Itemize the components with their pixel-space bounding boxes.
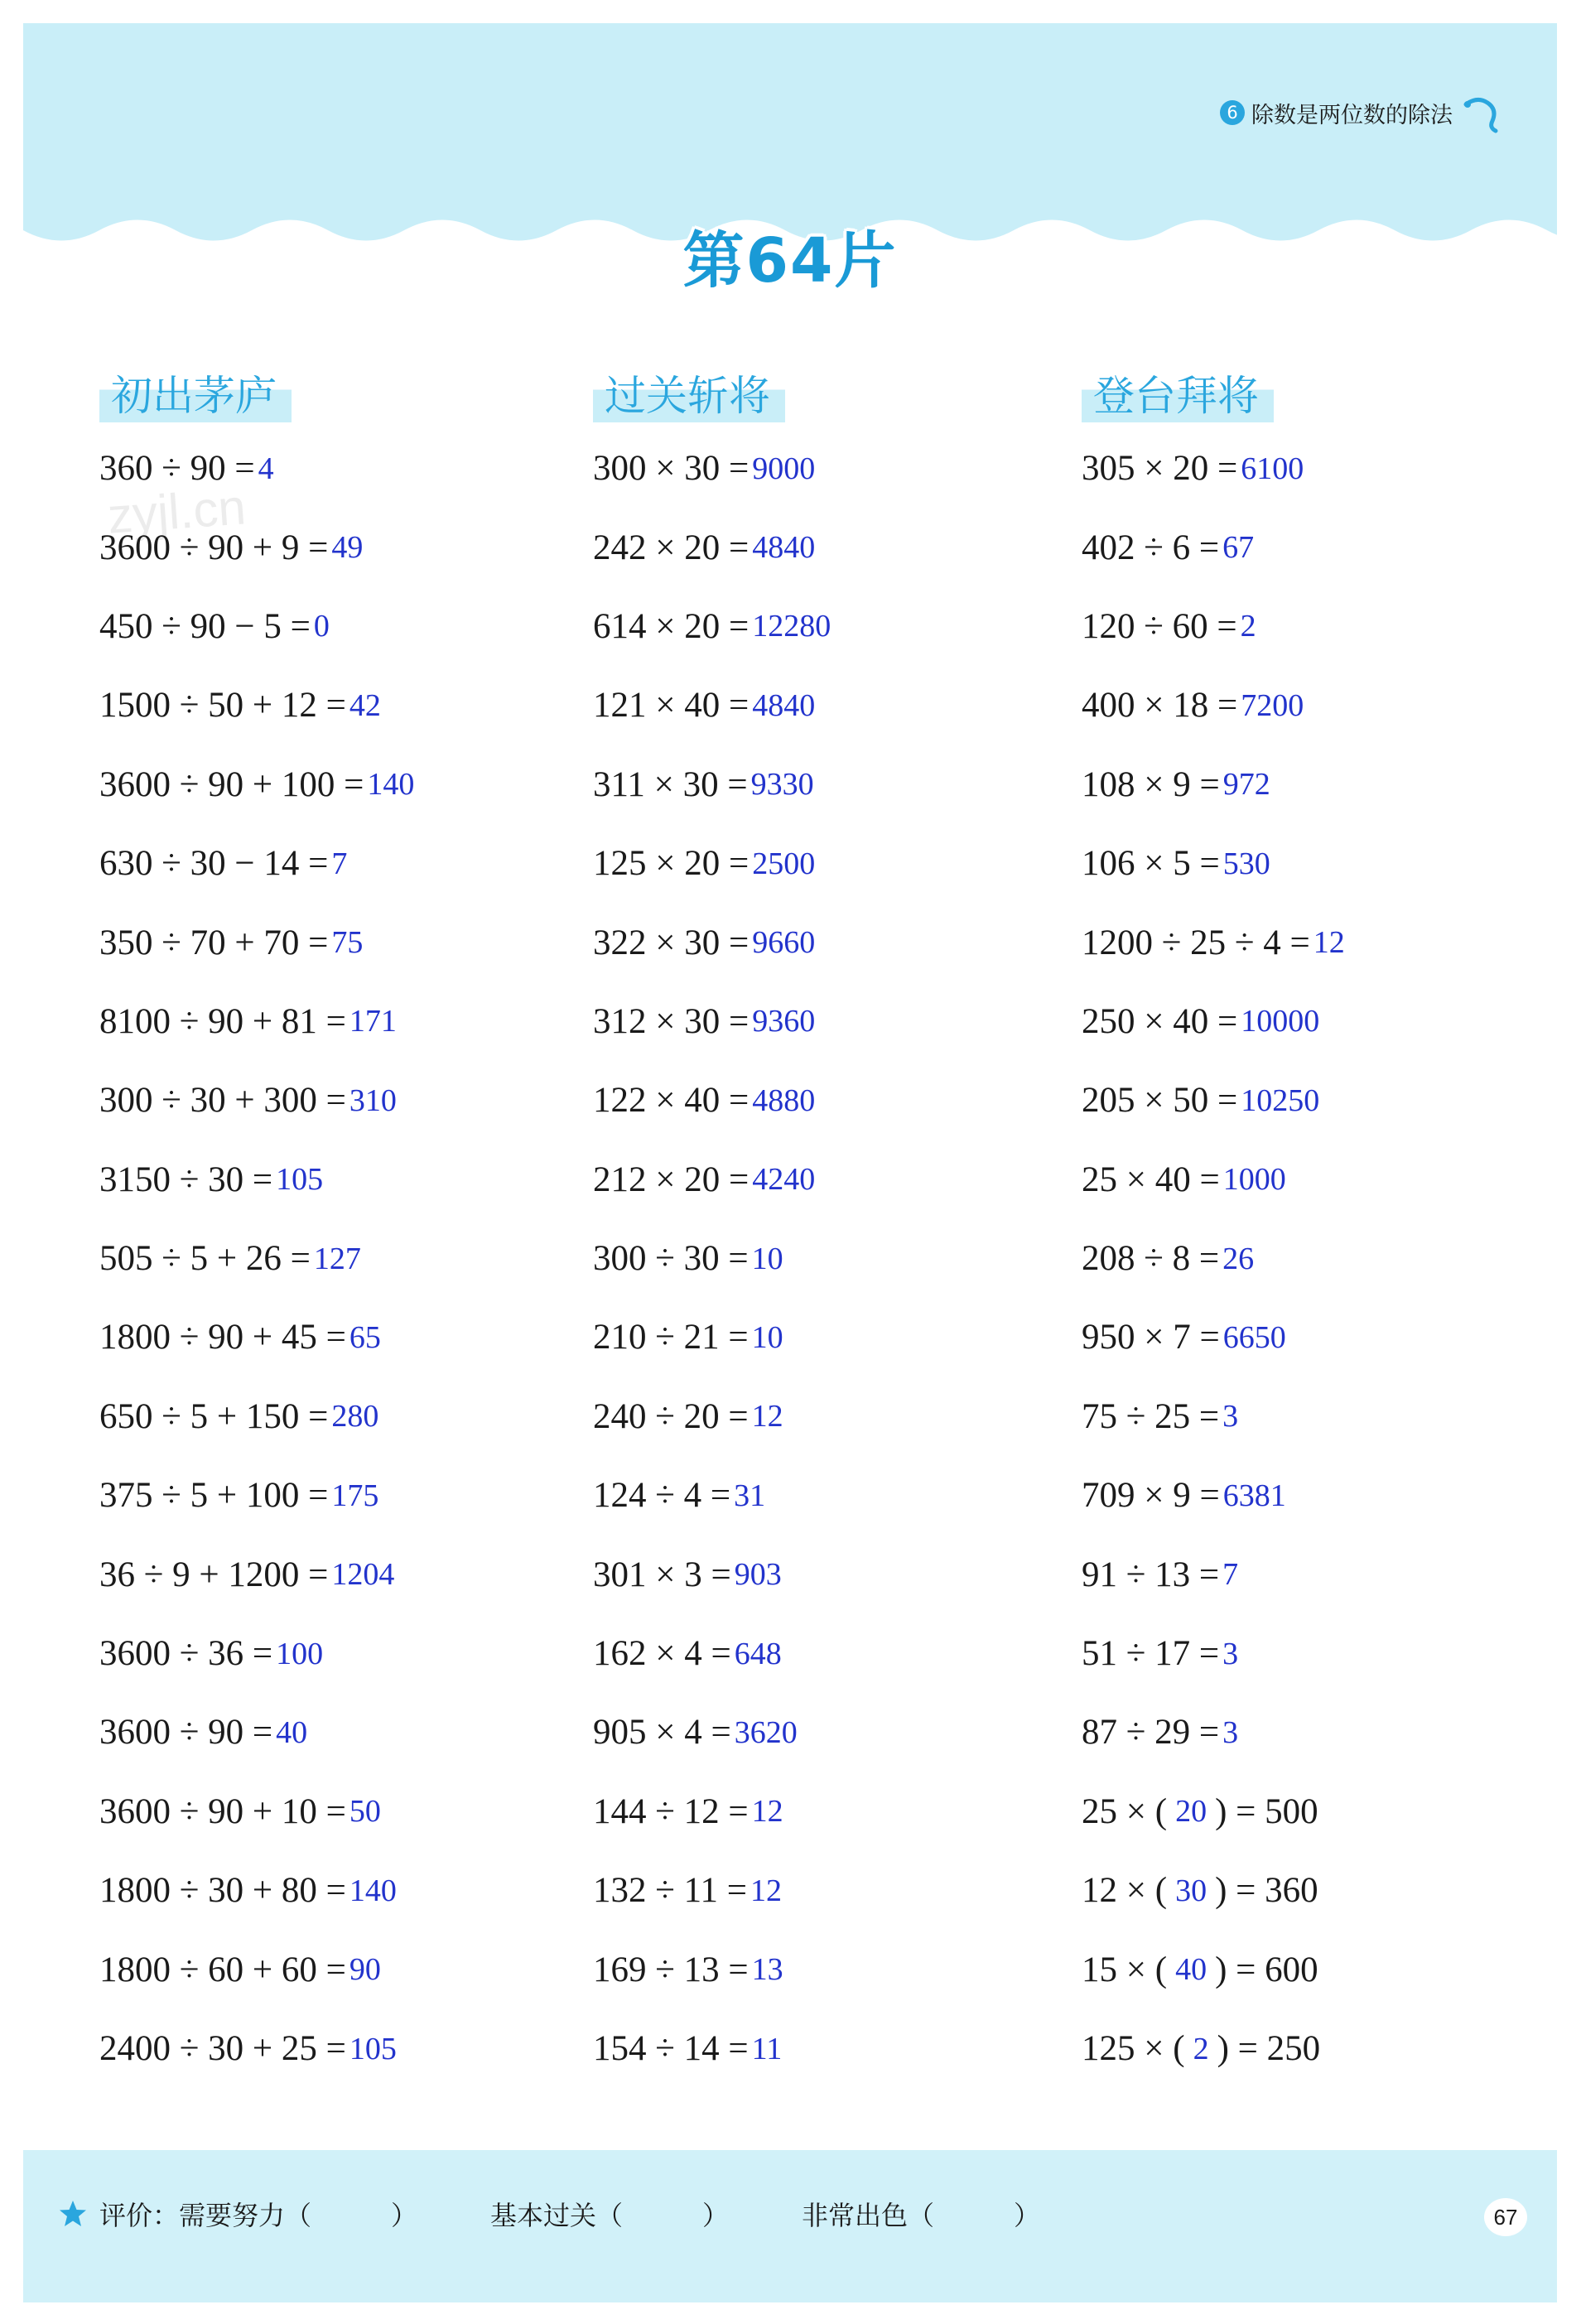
answer-field[interactable]: 105 [276,1162,324,1198]
answer-field[interactable]: 75 [331,925,364,961]
problem-expression: 3600 ÷ 90 = [99,1713,273,1753]
problem-row [1082,1614,1345,1693]
answer-field[interactable]: 30 [1175,1873,1207,1908]
problem-expression: 12 × ( [1082,1871,1168,1911]
problem-expression: 360 ÷ 90 = [99,449,255,489]
answer-field[interactable]: 310 [349,1082,397,1118]
answer-field[interactable]: 12 [750,1873,783,1908]
answer-field[interactable]: 140 [367,767,415,803]
problem-expression: 312 × 30 = [593,1001,750,1041]
problem-expression: 950 × 7 = [1082,1318,1220,1357]
column-heading: 初出茅庐 [99,363,292,422]
problem-row [99,1061,414,1140]
answer-field[interactable]: 4 [258,451,274,486]
answer-field[interactable]: 105 [349,2031,397,2066]
problem-expression: 1800 ÷ 30 + 80 = [99,1871,346,1911]
problem-row [593,903,831,981]
problem-row [1082,903,1345,981]
problem-row [1082,1140,1345,1219]
problem-expression: 300 ÷ 30 = [593,1239,749,1279]
problem-suffix: ) = 250 [1217,2029,1321,2068]
answer-field[interactable]: 12 [751,1794,783,1830]
problem-row [99,2009,414,2088]
problem-row [593,1140,831,1219]
problem-expression: 120 ÷ 60 = [1082,606,1237,646]
answer-field[interactable]: 10250 [1241,1082,1320,1118]
answer-field[interactable]: 42 [349,687,381,723]
problem-expression: 250 × 40 = [1082,1001,1238,1041]
answer-field[interactable]: 127 [313,1241,361,1276]
problem-row [99,1535,414,1613]
column-intermediate [593,363,831,2088]
problem-expression: 1800 ÷ 60 + 60 = [99,1950,346,1989]
problem-row [1082,1535,1345,1613]
problem-row [99,1377,414,1456]
problem-expression: 1500 ÷ 50 + 12 = [99,686,346,726]
problem-expression: 169 ÷ 13 = [593,1950,749,1989]
problem-row [99,1298,414,1377]
problem-row [1082,508,1345,586]
problem-expression: 121 × 40 = [593,686,750,726]
problem-suffix: ) = 600 [1215,1950,1318,1989]
answer-field[interactable]: 65 [349,1319,381,1355]
answer-field[interactable]: 26 [1222,1241,1255,1276]
problem-row [99,1930,414,2008]
problem-expression: 3600 ÷ 90 + 9 = [99,528,329,567]
page-number: 67 [1484,2198,1527,2236]
problem-expression: 614 × 20 = [593,606,750,646]
answer-field[interactable]: 10 [751,1319,783,1355]
problem-row [593,1377,831,1456]
answer-field[interactable]: 7200 [1241,687,1304,723]
problem-row [1082,1693,1345,1772]
answer-field[interactable]: 6381 [1222,1478,1286,1513]
problem-expression: 36 ÷ 9 + 1200 = [99,1555,329,1594]
problem-row [99,745,414,824]
problem-list [1082,429,1345,2088]
problem-row [99,587,414,666]
column-heading: 登台拜将 [1082,363,1274,422]
chapter-title: 除数是两位数的除法 [1251,102,1453,128]
answer-field[interactable]: 3620 [734,1714,798,1750]
watermark: zyjl.cn [105,479,248,544]
problem-row [593,587,831,666]
chapter-number-badge: 6 [1220,100,1245,125]
problem-row [593,1219,831,1298]
problem-expression: 1800 ÷ 90 + 45 = [99,1318,346,1357]
answer-field[interactable]: 648 [734,1636,782,1671]
answer-field[interactable]: 9360 [752,1004,816,1039]
problem-row [593,1061,831,1140]
problem-row [99,1693,414,1772]
chapter-label [1220,89,1506,136]
evaluation-footer [23,2150,1557,2302]
answer-field[interactable]: 7 [1222,1557,1239,1593]
problem-expression: 106 × 5 = [1082,844,1220,884]
problem-expression: 240 ÷ 20 = [593,1396,749,1436]
problem-row [593,2009,831,2088]
problem-row [99,1140,414,1219]
answer-field[interactable]: 530 [1222,846,1270,881]
problem-expression: 122 × 40 = [593,1081,750,1121]
problem-expression: 91 ÷ 13 = [1082,1555,1220,1594]
problem-expression: 402 ÷ 6 = [1082,528,1220,567]
evaluation-row [58,2195,1113,2233]
problem-expression: 3150 ÷ 30 = [99,1160,273,1199]
fish-hook-icon [1459,89,1506,136]
problem-row [1082,587,1345,666]
problem-expression: 124 ÷ 4 = [593,1476,731,1516]
problem-row [99,824,414,903]
problem-row [1082,1219,1345,1298]
answer-field[interactable]: 12 [751,1399,783,1434]
problem-expression: 650 ÷ 5 + 150 = [99,1396,329,1436]
answer-field[interactable]: 7 [331,846,348,881]
answer-field[interactable]: 280 [331,1399,379,1434]
answer-field[interactable]: 3 [1222,1636,1239,1671]
problem-row [593,666,831,745]
problem-row [1082,1377,1345,1456]
problem-row [1082,1772,1345,1851]
problem-expression: 25 × 40 = [1082,1160,1220,1199]
answer-field[interactable]: 3 [1222,1399,1239,1434]
problem-row [593,508,831,586]
problem-expression: 125 × ( [1082,2029,1185,2068]
problem-expression: 242 × 20 = [593,528,750,567]
problem-expression: 3600 ÷ 90 + 100 = [99,764,364,804]
answer-field[interactable]: 2500 [752,846,816,881]
answer-field[interactable]: 49 [331,530,364,566]
problem-expression: 144 ÷ 12 = [593,1791,749,1831]
answer-field[interactable]: 3 [1222,1714,1239,1750]
problem-row [99,1614,414,1693]
answer-field[interactable]: 67 [1222,530,1255,566]
answer-field[interactable]: 13 [751,1952,783,1988]
problem-row [1082,1851,1345,1930]
problem-row [1082,824,1345,903]
problem-expression: 25 × ( [1082,1791,1168,1831]
column-beginner [99,363,414,2088]
answer-field[interactable]: 4840 [752,530,816,566]
problem-row [99,982,414,1061]
answer-field[interactable]: 9660 [752,925,816,961]
problem-expression: 87 ÷ 29 = [1082,1713,1220,1753]
answer-field[interactable]: 2 [1193,2031,1209,2066]
answer-field[interactable]: 11 [751,2031,783,2066]
answer-field[interactable]: 140 [349,1873,397,1908]
problem-row [593,1772,831,1851]
problem-row [1082,666,1345,745]
problem-expression: 154 ÷ 14 = [593,2029,749,2068]
problem-expression: 305 × 20 = [1082,449,1238,489]
problem-row [99,1219,414,1298]
problem-list [593,429,831,2088]
problem-expression: 15 × ( [1082,1950,1168,1989]
answer-field[interactable]: 6650 [1222,1319,1286,1355]
evaluation-pass[interactable]: 基本过关（ ） [490,2200,730,2231]
problem-expression: 709 × 9 = [1082,1476,1220,1516]
problem-row [593,1851,831,1930]
problem-expression: 51 ÷ 17 = [1082,1634,1220,1674]
problem-expression: 300 ÷ 30 + 300 = [99,1081,346,1121]
problem-row [99,1772,414,1851]
problem-row [99,903,414,981]
answer-field[interactable]: 12280 [752,609,831,644]
evaluation-label: 评价： [99,2200,180,2231]
problem-row [593,1298,831,1377]
answer-field[interactable]: 10 [751,1241,783,1276]
answer-field[interactable]: 175 [331,1478,379,1513]
problem-row [593,1930,831,2008]
answer-field[interactable]: 90 [349,1952,381,1988]
answer-field[interactable]: 4880 [752,1082,816,1118]
answer-field[interactable]: 1000 [1222,1162,1286,1198]
answer-field[interactable]: 10000 [1241,1004,1320,1039]
problem-expression: 208 ÷ 8 = [1082,1239,1220,1279]
problem-row [593,1456,831,1535]
problem-expression: 2400 ÷ 30 + 25 = [99,2029,346,2068]
evaluation-excellent[interactable]: 非常出色（ ） [802,2200,1041,2231]
workbook-page [23,23,1557,2302]
problem-expression: 3600 ÷ 90 + 10 = [99,1791,346,1831]
problem-expression: 162 × 4 = [593,1634,731,1674]
problem-row [1082,982,1345,1061]
problem-expression: 125 × 20 = [593,844,750,884]
problem-row [99,429,414,508]
problem-row [99,508,414,586]
problem-expression: 3600 ÷ 36 = [99,1634,273,1674]
answer-field[interactable]: 20 [1175,1794,1207,1830]
problem-expression: 300 × 30 = [593,449,750,489]
problem-expression: 630 ÷ 30 − 14 = [99,844,329,884]
column-heading: 过关斩将 [593,363,785,422]
problem-row [99,1456,414,1535]
evaluation-needs-effort[interactable]: 需要努力（ ） [179,2200,418,2231]
problem-expression: 1200 ÷ 25 ÷ 4 = [1082,923,1310,962]
problem-row [1082,745,1345,824]
answer-field[interactable]: 4840 [752,687,816,723]
problem-suffix: ) = 360 [1215,1871,1318,1911]
problem-expression: 132 ÷ 11 = [593,1871,748,1911]
problem-expression: 210 ÷ 21 = [593,1318,749,1357]
problem-row [99,1851,414,1930]
problem-row [593,1614,831,1693]
problem-expression: 375 ÷ 5 + 100 = [99,1476,329,1516]
problem-row [593,1693,831,1772]
problem-expression: 108 × 9 = [1082,764,1220,804]
answer-field[interactable]: 171 [349,1004,397,1039]
problem-row [593,1535,831,1613]
problem-row [1082,1930,1345,2008]
problem-row [1082,429,1345,508]
answer-field[interactable]: 40 [1175,1952,1207,1988]
problem-row [99,666,414,745]
problem-list [99,429,414,2088]
problem-row [1082,1298,1345,1377]
answer-field[interactable]: 12 [1313,925,1345,961]
problem-row [1082,1061,1345,1140]
answer-field[interactable]: 6100 [1241,451,1304,486]
problem-expression: 75 ÷ 25 = [1082,1396,1220,1436]
problem-expression: 301 × 3 = [593,1555,731,1594]
problem-row [593,429,831,508]
answer-field[interactable]: 4240 [752,1162,816,1198]
answer-field[interactable]: 2 [1240,609,1256,644]
problem-row [593,982,831,1061]
answer-field[interactable]: 40 [276,1714,308,1750]
problem-expression: 505 ÷ 5 + 26 = [99,1239,311,1279]
problem-expression: 905 × 4 = [593,1713,731,1753]
answer-field[interactable]: 972 [1222,767,1270,803]
problem-expression: 400 × 18 = [1082,686,1238,726]
problem-row [1082,2009,1345,2088]
problem-suffix: ) = 500 [1215,1791,1318,1831]
problem-row [593,745,831,824]
problem-expression: 8100 ÷ 90 + 81 = [99,1001,346,1041]
problem-row [1082,1456,1345,1535]
page-title: 第64片 [682,225,898,297]
answer-field[interactable]: 1204 [331,1557,395,1593]
answer-field[interactable]: 50 [349,1794,381,1830]
problem-expression: 350 ÷ 70 + 70 = [99,923,329,962]
answer-field[interactable]: 9330 [750,767,814,803]
answer-field[interactable]: 100 [276,1636,324,1671]
star-icon [58,2199,88,2229]
answer-field[interactable]: 903 [734,1557,782,1593]
answer-field[interactable]: 0 [313,609,330,644]
problem-expression: 205 × 50 = [1082,1081,1238,1121]
problem-expression: 322 × 30 = [593,923,750,962]
problem-expression: 311 × 30 = [593,764,748,804]
answer-field[interactable]: 9000 [752,451,816,486]
problem-expression: 212 × 20 = [593,1160,750,1199]
answer-field[interactable]: 31 [734,1478,766,1513]
column-advanced [1082,363,1345,2088]
problem-row [593,824,831,903]
problem-expression: 450 ÷ 90 − 5 = [99,606,311,646]
